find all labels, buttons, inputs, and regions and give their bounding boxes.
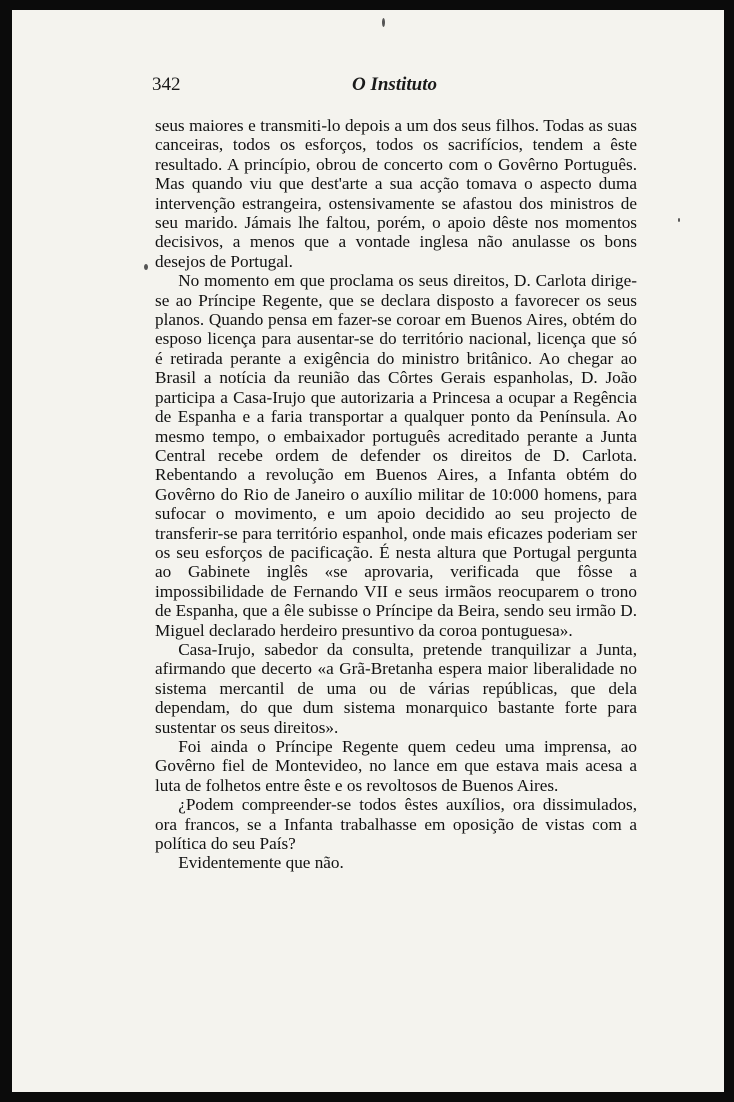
page-number: 342 <box>152 74 181 95</box>
paragraph-2: No momento em que proclama os seus direitos, D. Carlota dirige-se ao Príncipe Regente, que se declara disposto a favorecer os seus planos. Quando pensa em fazer-se coroar em Buenos Aires, obtém do esposo licença para ausentar-se do território nacional, licença que só é retirada perante a exigência do ministro britânico. Ao chegar ao Brasil a notícia da reunião das Côrtes Gerais espanholas, D. João participa a Casa-Irujo que autorizaria a Princesa a ocupar a Regência de Espanha e a faria transportar a qualquer ponto da Península. Ao mesmo tempo, o embaixador português acreditado perante a Junta Central recebe ordem de defender os direitos de D. Carlota. Rebentando a revolução em Buenos Aires, a Infanta obtém do Govêrno do Rio de Janeiro o auxílio militar de 10:000 homens, para sufocar o movimento, e um apoio decidido ao seu projecto de transferir-se para território espanhol, onde mais eficazes poderiam ser os seu esforços de pacificação. É nesta altura que Portugal pergunta ao Gabinete inglês «se aprovaria, verificada que fôsse a impossibilidade de Fernando VII e seus irmãos reocuparem o trono de Espanha, que a êle subisse o Príncipe da Beira, sendo seu irmão D. Miguel declarado herdeiro presuntivo da coroa pontuguesa». <box>155 271 637 640</box>
scanned-page <box>12 10 724 1092</box>
ink-speck <box>144 264 148 270</box>
running-title: O Instituto <box>352 74 438 95</box>
ink-speck <box>678 218 680 222</box>
paragraph-4: Foi ainda o Príncipe Regente quem cedeu uma imprensa, ao Govêrno fiel de Montevideo, no lance em que estava mais acesa a luta de folhetos entre êste e os revoltosos de Buenos Aires. <box>155 737 637 795</box>
paragraph-5: ¿Podem compreender-se todos êstes auxílios, ora dissimulados, ora francos, se a Infanta trabalhasse em oposição de vistas com a política do seu País? <box>155 795 637 854</box>
ink-speck <box>382 18 385 27</box>
body-text <box>155 116 637 873</box>
paragraph-6: Evidentemente que não. <box>178 853 344 873</box>
paragraph-1: seus maiores e transmiti-lo depois a um dos seus filhos. Todas as suas canceiras, todos os esforços, todos os sacrifícios, tendem a êste resultado. A princípio, obrou de concerto com o Govêrno Português. Mas quando viu que dest'arte a sua acção tomava o aspecto duma intervenção estrangeira, ostensivamente se afastou dos ministros de seu marido. Jámais lhe faltou, porém, o apoio dêste nos momentos decisivos, a menos que a vontade inglesa não anulasse os bons desejos de Portugal. <box>155 116 637 271</box>
paragraph-3: Casa-Irujo, sabedor da consulta, pretende tranquilizar a Junta, afirmando que decerto «a Grã-Bretanha espera maior liberalidade no sistema mercantil de uma ou de várias repúblicas, que dela dependam, do que dum sistema monarquico bastante forte para sustentar os seus direitos». <box>155 639 637 737</box>
